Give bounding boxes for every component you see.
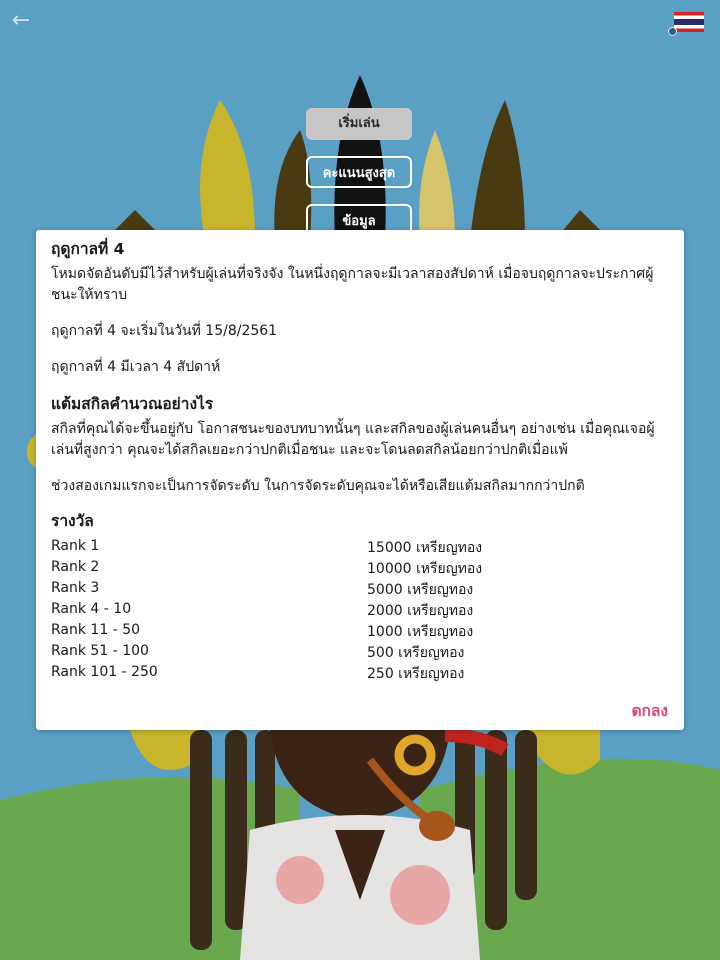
skill-explanation-text: สกิลที่คุณได้จะขึ้นอยู่กับ โอกาสชนะของบทบาทนั้นๆ และสกิลของผู้เล่นคนอื่นๆ อย่างเช่น เมื่อคุณเจอผู้เล่นที่สูงกว่า คุณจะได้สกิลเยอะกว่าปกติเมื่อชนะ และจะโดนลดสกิลน้อยกว่าปกติเมื่อแพ้	[51, 421, 655, 458]
reward-rank: Rank 51 - 100	[51, 643, 149, 659]
season-start-text: ฤดูกาลที่ 4 จะเริ่มในวันที่ 15/8/2561	[51, 323, 278, 339]
reward-rank: Rank 101 - 250	[51, 664, 158, 680]
ok-button[interactable]: ตกลง	[631, 702, 668, 720]
reward-rank: Rank 11 - 50	[51, 622, 141, 638]
season-intro-text: โหมดจัดอันดับมีไว้สำหรับผู้เล่นที่จริงจัง ในหนึ่งฤดูกาลจะมีเวลาสองสัปดาห์ เมื่อจบฤดูกาลจะประกาศผู้ชนะให้ทราบ	[51, 266, 654, 303]
reward-rank: Rank 4 - 10	[51, 601, 132, 617]
season-info-dialog	[36, 230, 684, 730]
reward-rank: Rank 1	[51, 538, 100, 554]
reward-prize: 10000 เหรียญทอง	[367, 561, 483, 577]
reward-rank: Rank 2	[51, 559, 100, 575]
thailand-flag-icon	[674, 12, 704, 32]
top-bar	[0, 0, 720, 44]
season-duration-text: ฤดูกาลที่ 4 มีเวลา 4 สัปดาห์	[51, 359, 221, 375]
dialog-title: ฤดูกาลที่ 4	[51, 240, 125, 258]
language-button[interactable]	[674, 12, 704, 32]
reward-prize: 500 เหรียญทอง	[367, 645, 465, 661]
reward-prize: 15000 เหรียญทอง	[367, 540, 483, 556]
reward-heading: รางวัล	[51, 512, 94, 530]
reward-rank: Rank 3	[51, 580, 100, 596]
prize-column	[367, 538, 627, 685]
reward-prize: 1000 เหรียญทอง	[367, 624, 474, 640]
rank-column	[51, 536, 351, 683]
reward-prize: 5000 เหรียญทอง	[367, 582, 474, 598]
language-indicator-dot	[668, 27, 677, 36]
skill-heading: แต้มสกิลคำนวณอย่างไร	[51, 395, 214, 413]
play-button[interactable]: เริ่มเล่น	[306, 108, 412, 140]
reward-prize: 2000 เหรียญทอง	[367, 603, 474, 619]
reward-table	[51, 536, 670, 686]
placement-text: ช่วงสองเกมแรกจะเป็นการจัดระดับ ในการจัดระดับคุณจะได้หรือเสียแต้มสกิลมากกว่าปกติ	[51, 478, 585, 494]
arrow-left-icon: ←	[11, 8, 31, 33]
highscore-button[interactable]: คะแนนสูงสุด	[306, 156, 412, 188]
info-button[interactable]: ข้อมูล	[306, 204, 412, 236]
reward-prize: 250 เหรียญทอง	[367, 666, 465, 682]
back-button[interactable]	[8, 8, 34, 34]
